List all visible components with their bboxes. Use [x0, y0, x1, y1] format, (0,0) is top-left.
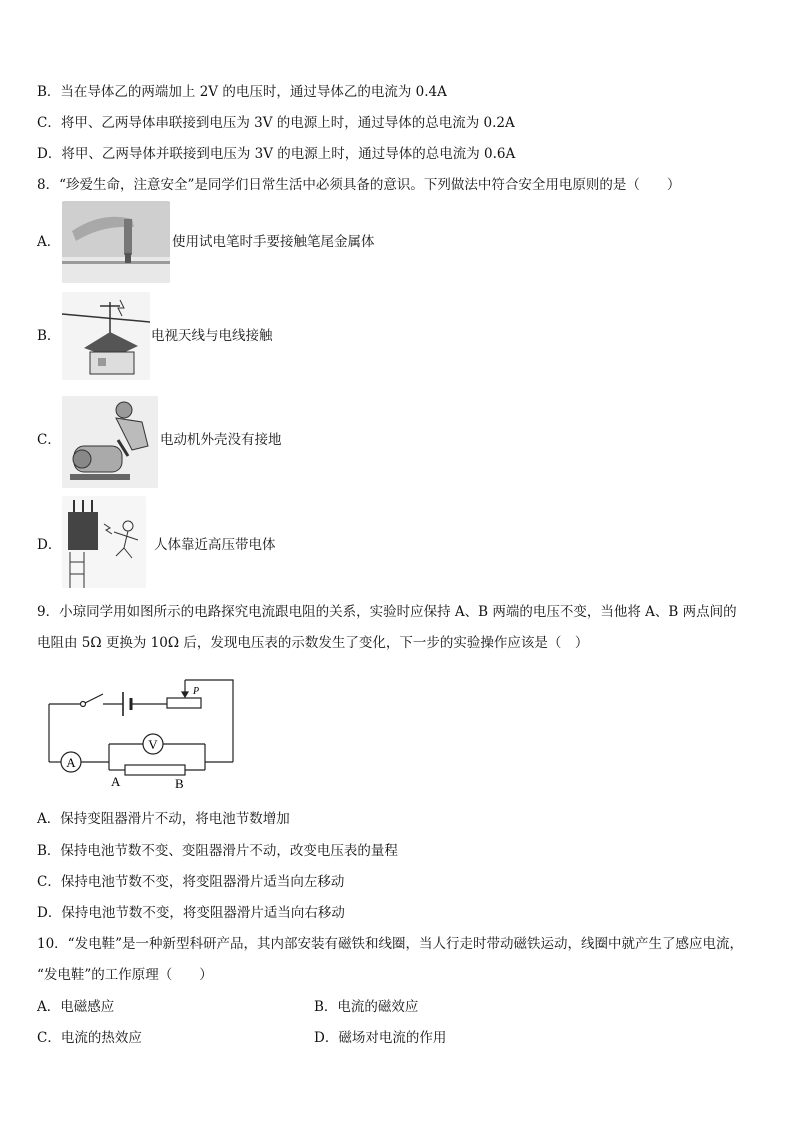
house-antenna-photo-icon — [62, 292, 150, 380]
q8-option-b-label: B． — [37, 328, 61, 344]
q9-option-d: D．保持电池节数不变，将变阻器滑片适当向右移动 — [37, 905, 345, 921]
q10-option-d: D．磁场对电流的作用 — [314, 1030, 447, 1046]
q8-option-c-text: 电动机外壳没有接地 — [160, 432, 282, 448]
q9-option-b: B．保持电池节数不变、变阻器滑片不动，改变电压表的量程 — [37, 843, 398, 859]
q8-option-c-label: C． — [37, 432, 61, 448]
q8-option-d-text: 人体靠近高压带电体 — [154, 537, 276, 553]
point-b-label: B — [175, 776, 184, 791]
q9-stem-line1: 9．小琼同学用如图所示的电路探究电流跟电阻的关系，实验时应保持 A、B 两端的电压不变，当他将 A、B 两点间的 — [37, 604, 737, 620]
voltmeter-label: V — [148, 737, 158, 752]
q9-stem-line2: 电阻由 5Ω 更换为 10Ω 后，发现电压表的示数发生了变化，下一步的实验操作应该是（ ） — [37, 635, 589, 651]
high-voltage-photo-icon — [62, 496, 146, 588]
q10-option-a: A．电磁感应 — [37, 999, 115, 1015]
q10-stem-line2: “发电鞋”的工作原理（ ） — [37, 967, 213, 983]
ammeter-label: A — [66, 755, 76, 770]
q10-option-b: B．电流的磁效应 — [314, 999, 419, 1015]
q7-option-d: D．将甲、乙两导体并联接到电压为 3V 的电源上时，通过导体的总电流为 0.6A — [37, 146, 516, 162]
circuit-diagram — [37, 672, 247, 794]
test-pen-photo-icon — [62, 201, 170, 283]
q7-option-c: C．将甲、乙两导体串联接到电压为 3V 的电源上时，通过导体的总电流为 0.2A — [37, 115, 515, 131]
slider-label: P — [193, 686, 200, 697]
q8-option-b-text: 电视天线与电线接触 — [151, 328, 273, 344]
q8-option-a-label: A． — [37, 234, 61, 250]
q10-stem-line1: 10．“发电鞋”是一种新型科研产品，其内部安装有磁铁和线圈，当人行走时带动磁铁运动，线圈中就产生了感应电流， — [37, 936, 743, 952]
q8-option-d-label: D． — [37, 537, 62, 553]
q7-option-b: B．当在导体乙的两端加上 2V 的电压时，通过导体乙的电流为 0.4A — [37, 84, 447, 100]
motor-worker-photo-icon — [62, 396, 158, 488]
q9-option-a: A．保持变阻器滑片不动，将电池节数增加 — [37, 811, 290, 827]
q8-stem: 8．“珍爱生命，注意安全”是同学们日常生活中必须具备的意识。下列做法中符合安全用电原则的是（ ） — [37, 177, 681, 193]
point-a-label: A — [111, 774, 121, 789]
q9-option-c: C．保持电池节数不变，将变阻器滑片适当向左移动 — [37, 874, 345, 890]
q10-option-c: C．电流的热效应 — [37, 1030, 142, 1046]
q8-option-a-text: 使用试电笔时手要接触笔尾金属体 — [172, 234, 375, 250]
